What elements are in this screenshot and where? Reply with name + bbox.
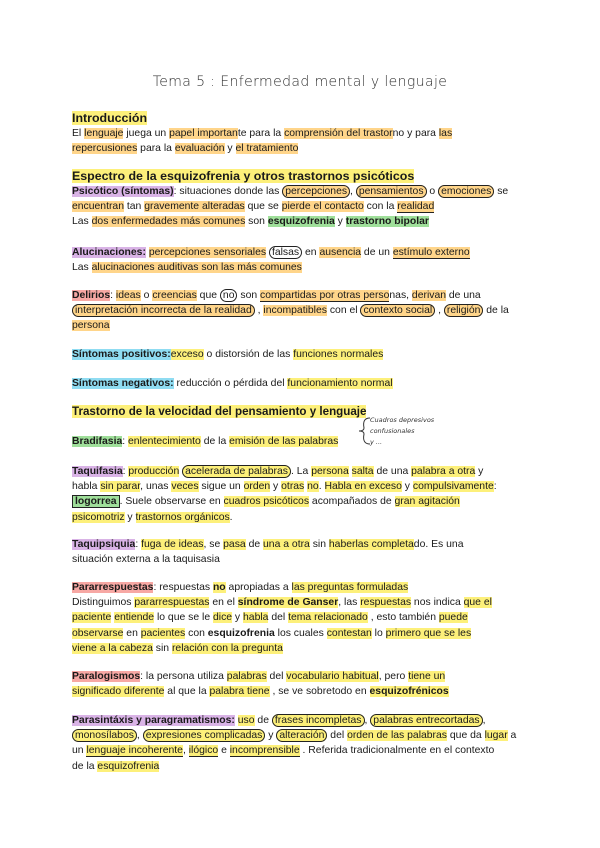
text-line: Distinguimos pararrespuestas en el síndrome de Ganser, las respuestas nos indica que el [72, 597, 492, 609]
section-espectro [72, 168, 532, 230]
text-line: un lenguaje incoherente, ilógico e incomprensible . Referida tradicionalmente en el contexto [72, 745, 495, 757]
section-taquifasia [72, 464, 532, 525]
handwritten-side-note: Cuadros depresivos confusionales y ... [370, 416, 435, 446]
heading-introduccion: Introducción [72, 111, 148, 125]
heading-velocidad: Trastorno de la velocidad del pensamiento y lenguaje [72, 405, 367, 418]
section-pararrespuestas [72, 580, 532, 656]
text-line: viene a la cabeza sin relación con la pregunta [72, 642, 283, 654]
section-taquipsiquia [72, 537, 532, 567]
section-paralogismos [72, 669, 532, 699]
text-line: psicomotriz y trastornos orgánicos. [72, 511, 233, 523]
text-line: Alucinaciones: percepciones sensoriales falsas en ausencia de un estímulo externo [72, 247, 470, 258]
text-line: Psicótico (síntomas): situaciones donde las percepciones , pensamientos o emociones se [72, 186, 509, 197]
section-introduccion [72, 110, 532, 156]
text-line: observarse en pacientes con esquizofrenia los cuales contestan lo primero que se les [72, 627, 472, 639]
section-delirios [72, 288, 532, 334]
section-parasintaxis [72, 713, 532, 774]
text-line: persona [72, 320, 110, 332]
text-line: significado diferente al que la palabra tiene , se ve sobretodo en esquizofrénicos [72, 686, 449, 698]
text-line: encuentran tan gravemente alteradas que se pierde el contacto con la realidad [72, 201, 435, 213]
text-line: Delirios: ideas o creencias que no son compartidas por otras personas, derivan de una [72, 290, 481, 301]
section-sintomas-negativos [72, 376, 532, 391]
text-line: El lenguaje juega un papel importante para la comprensión del trastorno y para las [72, 128, 453, 139]
text-line: de la esquizofrenia [72, 760, 160, 772]
section-sintomas-positivos [72, 347, 532, 362]
text-line: Taquipsiquia: fuga de ideas, se pasa de una a otra sin haberlas completado. Es una [72, 539, 464, 550]
text-line: habla sin parar, unas veces sigue un orden y otras no. Habla en exceso y compulsivamente: [72, 481, 497, 493]
text-line: Bradifasia: enlentecimiento de la emisión de las palabras [72, 436, 339, 447]
text-line: Las alucinaciones auditivas son las más comunes [72, 262, 302, 274]
section-alucinaciones [72, 245, 532, 275]
text-line: Parasintáxis y paragramatismos: uso de frases incompletas , palabras entrecortadas , [72, 715, 486, 726]
page-title: Tema 5 : Enfermedad mental y lenguaje [152, 74, 448, 90]
text-line: Paralogismos: la persona utiliza palabras del vocabulario habitual, pero tiene un [72, 671, 446, 682]
text-line: paciente entiende lo que se le dice y habla del tema relacionado , esto también puede [72, 612, 468, 624]
heading-espectro: Espectro de la esquizofrenia y otros trastornos psicóticos [72, 169, 415, 183]
text-line: Pararrespuestas: respuestas no apropiadas a las preguntas formuladas [72, 582, 409, 593]
text-line: interpretación incorrecta de la realidad , incompatibles con el contexto social , religión de la [72, 303, 532, 318]
text-line: Las dos enfermedades más comunes son esquizofrenia y trastorno bipolar [72, 216, 429, 228]
text-line: repercusiones para la evaluación y el tratamiento [72, 143, 299, 155]
text-line: logorrea . Suele observarse en cuadros psicóticos acompañados de gran agitación [72, 494, 532, 509]
text-line: Síntomas negativos: reducción o pérdida del funcionamiento normal [72, 378, 393, 389]
text-line: Síntomas positivos:exceso o distorsión de las funciones normales [72, 349, 384, 360]
text-line: Taquifasia: producción acelerada de palabras . La persona salta de una palabra a otra y [72, 466, 484, 477]
text-line: situación externa a la taquisasia [72, 554, 220, 566]
text-line: monosílabos , expresiones complicadas y alteración del orden de las palabras que da lugar a [72, 728, 532, 743]
